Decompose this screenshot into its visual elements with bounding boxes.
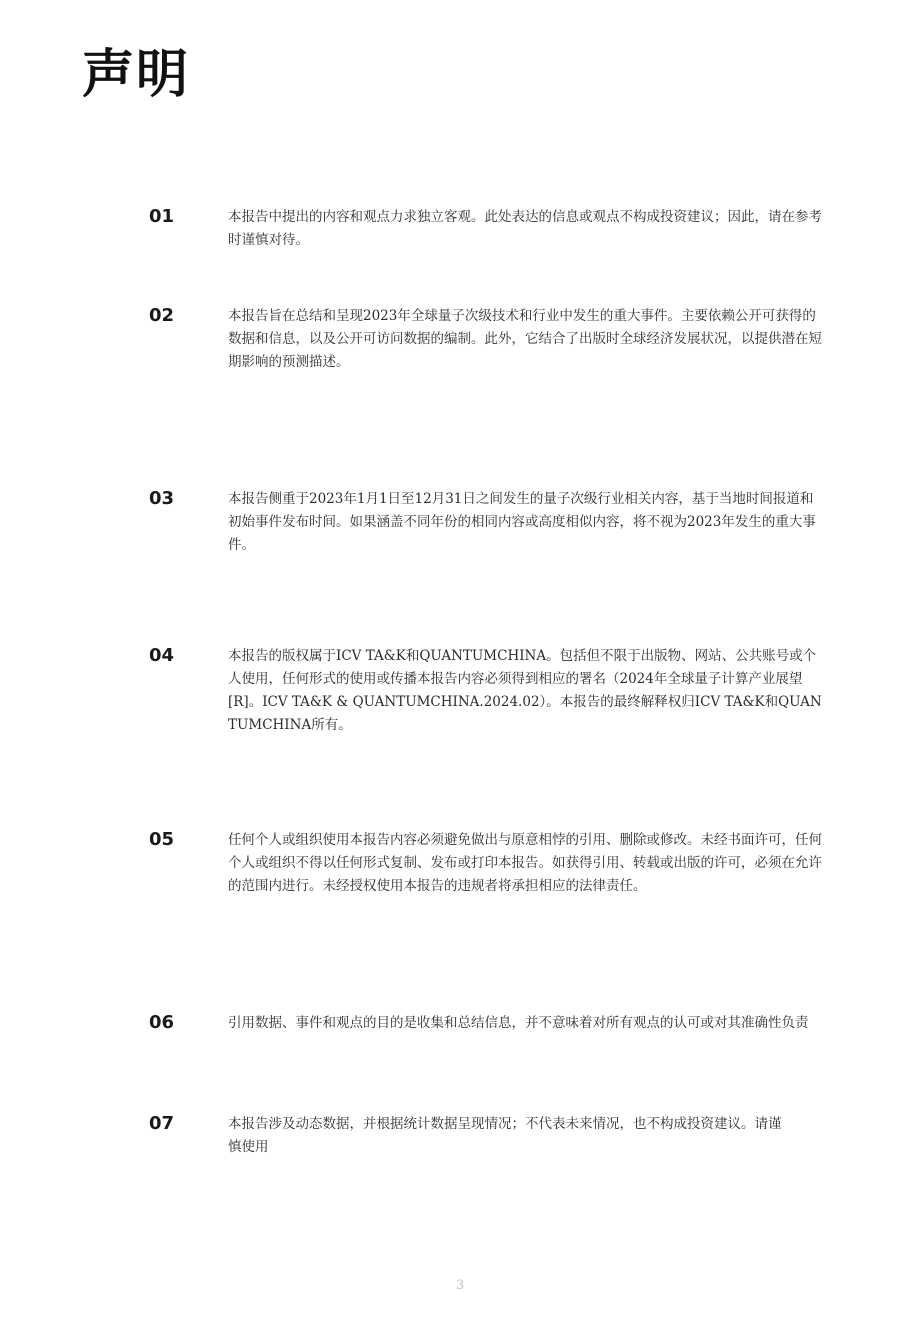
item-text: 本报告侧重于2023年1月1日至12月31日之间发生的量子次级行业相关内容，基于当地时间报道和初始事件发布时间。如果涵盖不同年份的相同内容或高度相似内容，将不视为2023年发生的重大事件。 — [228, 491, 816, 553]
item-text: 本报告中提出的内容和观点力求独立客观。此处表达的信息或观点不构成投资建议；因此，请在参考时谨慎对待。 — [228, 209, 822, 248]
item-number: 06 — [149, 1012, 175, 1033]
item-text: 本报告旨在总结和呈现2023年全球量子次级技术和行业中发生的重大事件。主要依赖公开可获得的数据和信息，以及公开可访问数据的编制。此外，它结合了出版时全球经济发展状况，以提供潜在短期影响的预测描述。 — [228, 308, 822, 370]
item-number: 01 — [149, 206, 175, 227]
item-number: 07 — [149, 1113, 175, 1134]
page-title: 声明 — [82, 45, 191, 105]
item-text: 引用数据、事件和观点的目的是收集和总结信息，并不意味着对所有观点的认可或对其准确性负责 — [228, 1015, 809, 1031]
item-number: 04 — [149, 645, 175, 666]
page-number: 3 — [455, 1278, 465, 1293]
item-text: 任何个人或组织使用本报告内容必须避免做出与原意相悖的引用、删除或修改。未经书面许可，任何个人或组织不得以任何形式复制、发布或打印本报告。如获得引用、转载或出版的许可，必须在允许的范围内进行。未经授权使用本报告的违规者将承担相应的法律责任。 — [228, 832, 822, 894]
item-text: 本报告的版权属于ICV TA&K和QUANTUMCHINA。包括但不限于出版物、网站、公共账号或个人使用，任何形式的使用或传播本报告内容必须得到相应的署名（2024年全球量子计算产业展望[R]。ICV TA&K & QUANTUMCHINA.2024.02）。本报告的最终解释权归ICV TA&K和QUANTUMCHINA所有。 — [228, 648, 822, 733]
item-number: 05 — [149, 829, 175, 850]
item-number: 03 — [149, 488, 175, 509]
item-text: 本报告涉及动态数据，并根据统计数据呈现情况；不代表未来情况，也不构成投资建议。请谨慎使用 — [228, 1116, 782, 1155]
item-number: 02 — [149, 305, 175, 326]
